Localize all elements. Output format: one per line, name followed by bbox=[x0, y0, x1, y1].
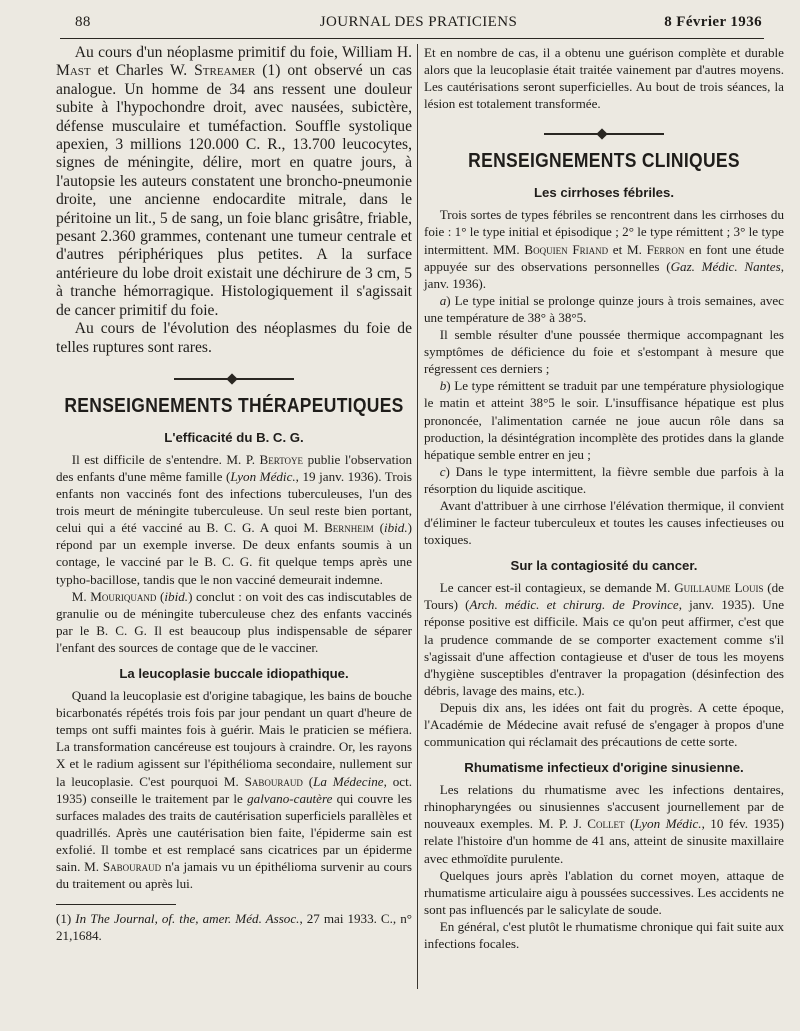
intro-closing-paragraph: Au cours de l'évolution des néoplasmes du foie de telles ruptures sont rares. bbox=[56, 320, 412, 356]
citation: Gaz. Médic. Nantes bbox=[670, 258, 781, 274]
author-name: Sabouraud bbox=[102, 858, 162, 874]
author-name: Mast bbox=[56, 62, 91, 80]
footnote: (1) In The Journal, of. the, amer. Méd. Assoc., 27 mai 1933. C., n° 21,1684. bbox=[56, 911, 412, 944]
rhumatisme-paragraph-3: En général, c'est plutôt le rhumatisme chronique qui fait suite aux infections focales. bbox=[424, 918, 784, 952]
cirrhoses-type-a: a) Le type initial se prolonge quinze jours à trois semaines, avec une température de 38° à 38°5. bbox=[424, 292, 784, 325]
author-name: Sabouraud bbox=[244, 773, 303, 789]
leucoplasie-continuation: Et en nombre de cas, il a obtenu une guérison complète et durable alors que la leucoplasie était traitée vainement par d'autres moyens. Les cautérisations seront superficielles. Au bout de trois séances, la lésion est totalement transformée. bbox=[424, 45, 784, 112]
header-rule bbox=[60, 38, 764, 39]
section-title-therapeutiques: RENSEIGNEMENTS THÉRAPEUTIQUES bbox=[64, 393, 404, 417]
author-name: Collet bbox=[587, 816, 625, 832]
left-column bbox=[56, 44, 412, 944]
rhumatisme-paragraph-2: Quelques jours après l'ablation du cornet moyen, attaque de rhumatisme articulaire aigu à poussées successives. Les accidents ne sont pas influencés par le salicylate de soude. bbox=[424, 867, 784, 917]
bcg-paragraph-1: Il est difficile de s'entendre. M. P. Bertoye publie l'observation des enfants d'une même famille (Lyon Médic., 19 janv. 1936). Trois enfants non vaccinés font des infections tuberculeuses, l'un des trois meurt de méningite tuberculeuse. Un seul reste bien portant, celui qui a été vacciné au B. C. G. A quoi M. Bernheim (ibid.) répond par un exemple inverse. De deux enfants soumis à un contage, le vacciné par le B. C. G. fit quelque temps après une typho-bacillose, tandis que le non vacciné demeurait indemne. bbox=[56, 451, 412, 587]
contagiosite-paragraph-2: Depuis dix ans, les idées ont fait du progrès. A cette époque, l'Académie de Médecine avait refusé de s'engager à propos d'une communication qui réclamait des précautions de cette sorte. bbox=[424, 699, 784, 750]
article-title-leucoplasie: La leucoplasie buccale idiopathique. bbox=[119, 666, 349, 682]
emphasis: galvano-cautère bbox=[247, 790, 333, 806]
cirrhoses-type-c: c) Dans le type intermittent, la fièvre semble due parfois à la résorption du liquide ascitique. bbox=[424, 463, 784, 496]
citation: Lyon Médic. bbox=[230, 469, 296, 484]
ornament-divider bbox=[174, 375, 294, 383]
leucoplasie-paragraph: Quand la leucoplasie est d'origine tabagique, les bains de bouche bicarbonatés répétés trois fois par jour pendant un quart d'heure de temps ont suffi maintes fois à guérir. Mais le praticien se méfiera. La transformation cancéreuse est toujours à craindre. Or, les rayons X et le radium agissent sur l'épithélioma secondaire, nullement sur la leucoplasie. C'est pourquoi M. Sabouraud (La Médecine, oct. 1935) conseille le traitement par le galvano-cautère qui couvre les surfaces malades des traits de cautérisation superficiels parallèles et quadrillés. Après une cautérisation bien faite, l'épiderme sain est exfolié. Il tombe et est remplacé sans cicatrices par un épiderme sain. M. Sabouraud n'a jamais vu un épithélioma survenir au cours du traitement ou après lui. bbox=[56, 688, 412, 892]
article-title-contagiosite: Sur la contagiosité du cancer. bbox=[510, 558, 698, 574]
citation: Arch. médic. et chirurg. de Province bbox=[469, 597, 679, 613]
author-name: Guillaume Louis bbox=[674, 580, 764, 596]
contagiosite-paragraph-1: Le cancer est-il contagieux, se demande M. Guillaume Louis (de Tours) (Arch. médic. et chirurg. de Province, janv. 1935). Une réponse positive est difficile. Mais ce qu'on peut affirmer, c'est que la prudence commande de se comporter exactement comme s'il s'agissait d'une affection contagieuse et d'user de tous les moyens d'hygiène susceptibles d'entraver la propagation (désinfection des débris, lavage des mains, etc.). bbox=[424, 580, 785, 698]
cirrhoses-conclusion: Avant d'attribuer à une cirrhose l'élévation thermique, il convient d'éliminer le facteur tuberculeux et toutes les causes infectieuses ou toxiques. bbox=[424, 497, 784, 548]
author-name: Mouriquand bbox=[90, 588, 157, 604]
author-name: Friand bbox=[572, 241, 609, 257]
right-column bbox=[424, 44, 784, 952]
issue-date: 8 Février 1936 bbox=[664, 14, 762, 30]
cirrhoses-type-b: b) Le type rémittent se traduit par une température physiologique le matin et atteint 38°5 le soir. L'insuffisance hépatique est plus prononcée, l'alimentation carnée ne joue aucun rôle dans sa production, la désintégration incomplète des protides dans la glande hépatique semble entrer en jeu ; bbox=[424, 378, 784, 462]
cirrhoses-paragraph-mid: Il semble résulter d'une poussée thermique accompagnant les symptômes de déficience du foie et s'estompant à mesure que régressent ces derniers ; bbox=[424, 327, 784, 377]
page-number: 88 bbox=[75, 14, 91, 30]
cirrhoses-paragraph-1: Trois sortes de types fébriles se rencontrent dans les cirrhoses du foie : 1° le type initial et épisodique ; 2° le type rémittent ; 3° le type intermittent. MM. Boquien Friand et M. Ferron en font une étude appuyée sur des observations personnelles (Gaz. Médic. Nantes, janv. 1936). bbox=[424, 207, 785, 291]
article-title-bcg: L'efficacité du B. C. G. bbox=[164, 429, 304, 445]
author-name: Bernheim bbox=[324, 520, 374, 536]
running-header bbox=[75, 14, 762, 36]
citation: La Médecine bbox=[313, 773, 384, 789]
footnote-citation: In The Journal, of. the, amer. Méd. Assoc. bbox=[75, 911, 300, 927]
article-title-rhumatisme: Rhumatisme infectieux d'origine sinusienne. bbox=[464, 760, 744, 776]
article-title-cirrhoses: Les cirrhoses fébriles. bbox=[533, 185, 674, 201]
column-separator bbox=[417, 44, 418, 989]
author-name: Streamer bbox=[194, 62, 256, 80]
author-name: Ferron bbox=[646, 241, 685, 257]
journal-title: JOURNAL DES PRATICIENS bbox=[319, 14, 518, 30]
section-title-cliniques: RENSEIGNEMENTS CLINIQUES bbox=[468, 148, 740, 172]
author-name: Bertoye bbox=[259, 451, 304, 467]
bcg-paragraph-2: M. Mouriquand (ibid.) conclut : on voit des cas indiscutables de granulie ou de méningite tuberculeuse chez des enfants vaccinés par le B. C. G. Il est beaucoup plus indispensable de séparer l'enfant des sources de contage que de le vacciner. bbox=[56, 588, 412, 655]
intro-paragraph: Au cours d'un néoplasme primitif du foie, William H. Mast et Charles W. Streamer (1) ont observé un cas analogue. Un homme de 34 ans ressent une douleur subite à l'hypochondre droit, avec nausées, subictère, défense musculaire et tuméfaction. Souffle systolique apexien, 3 millions 120.000 C. R., 13.700 leucocytes, signes de méningite, délire, mort en quatre jours, à l'autopsie les auteurs constatent une broncho-pneumonie droite, une ancienne endocardite mitrale, dans le péritoine un lit., 5 de sang, un foie blanc grisâtre, friable, pesant 2.360 grammes, contenant une tumeur centrale et d'autres périphériques plus petites. A la surface antérieure du lobe droit existait une déchirure de 3 cm, 5 à tranche hémorragique. Histologiquement il s'agissait de cancer primitif du foie. bbox=[56, 44, 412, 319]
citation: ibid. bbox=[383, 520, 408, 536]
author-name: Boquien bbox=[524, 241, 568, 257]
ornament-divider bbox=[544, 130, 664, 138]
footnote-rule bbox=[56, 904, 176, 905]
rhumatisme-paragraph-1: Les relations du rhumatisme avec les infections dentaires, rhinopharyngées ou sinusiennes s'accusent journellement par de nouveaux exemples. M. P. J. Collet (Lyon Médic., 10 fév. 1935) relate l'histoire d'un homme de 41 ans, atteint de sinusite maxillaire avec ethmoïdite purulente. bbox=[424, 782, 784, 866]
citation: ibid. bbox=[164, 588, 189, 604]
citation: Lyon Médic. bbox=[634, 816, 702, 832]
